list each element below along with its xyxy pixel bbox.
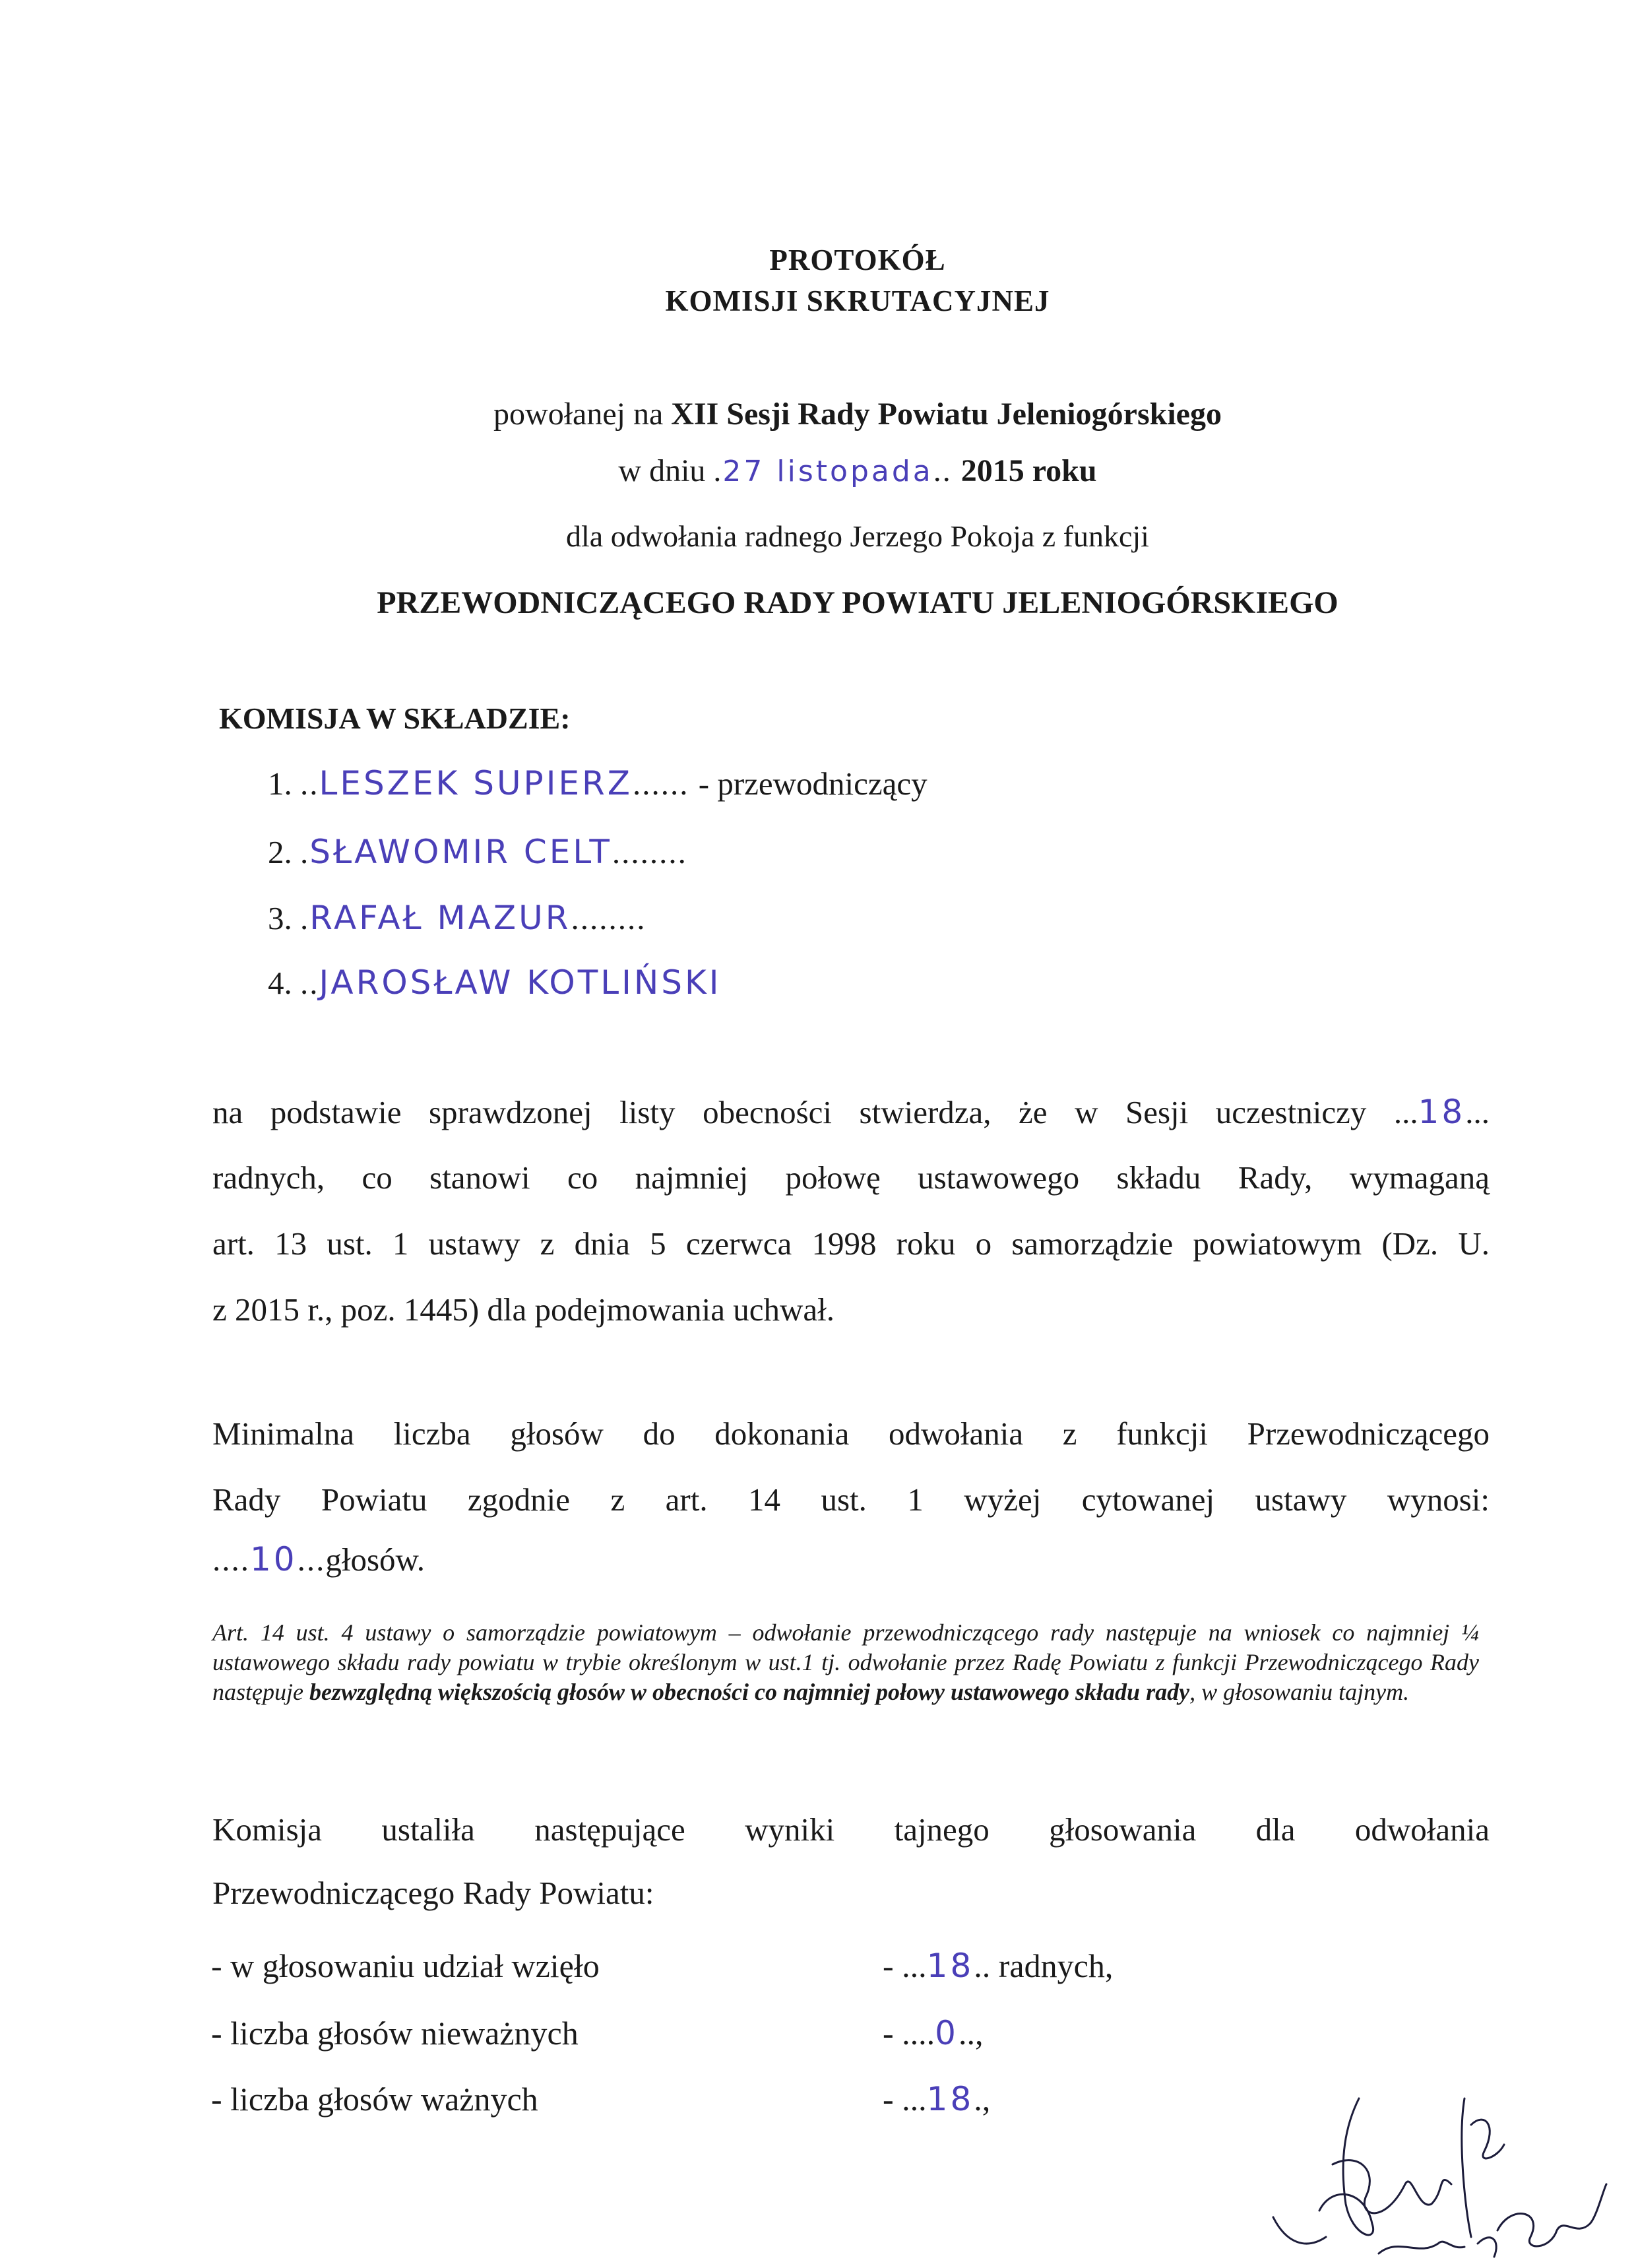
vote-value-invalid: - ....0.., [883, 2014, 984, 2052]
committee-heading: KOMISJA W SKŁADZIE: [219, 701, 571, 735]
committee-member-4: 4. ..JAROSŁAW KOTLIŃSKI [268, 963, 722, 1002]
participants-suffix: radnych, [990, 1947, 1114, 1984]
note-text-end: , w głosowaniu tajnym. [1189, 1679, 1410, 1705]
legal-note [212, 1618, 1479, 1707]
min-votes: 10 [250, 1540, 298, 1578]
signature-stroke [1471, 2120, 1504, 2158]
session-name: XII Sesji Rady Powiatu Jeleniogórskiego [671, 397, 1222, 432]
vote-label-participants: - w głosowaniu udział wzięło [211, 1947, 600, 1984]
session-prefix: powołanej na [493, 397, 672, 432]
signature-stroke [1333, 2160, 1451, 2213]
invalid-suffix: , [974, 2015, 984, 2052]
member-number: 1. [268, 765, 292, 802]
date-prefix: w dniu [618, 453, 714, 488]
paragraph1-line2: radnych, co stanowi co najmniej połowę ustawowego składu Rady, wymaganą [212, 1159, 1490, 1196]
invalid-count: 0 [935, 2014, 959, 2052]
purpose-line: dla odwołania radnego Jerzego Pokoja z funkcji [566, 519, 1149, 553]
signature-stroke [1273, 2217, 1326, 2244]
committee-member-2: 2. .SŁAWOMIR CELT........ [268, 833, 687, 871]
valid-count: 18 [926, 2080, 974, 2118]
paragraph2-line2: Rady Powiatu zgodnie z art. 14 ust. 1 wyżej cytowanej ustawy wynosi: [212, 1481, 1490, 1518]
member-number: 4. [268, 965, 292, 1001]
document-subtitle: KOMISJI SKRUTACYJNEJ [665, 284, 1050, 317]
committee-member-1: 1. ..LESZEK SUPIERZ...... - przewodniczący [268, 764, 928, 802]
signature-stroke [1379, 2242, 1464, 2253]
member-number: 3. [268, 900, 292, 936]
session-line [0, 396, 1636, 432]
function-title: PRZEWODNICZĄCEGO RADY POWIATU JELENIOGÓRSKIEGO [377, 585, 1338, 620]
paragraph1-line3: art. 13 ust. 1 ustawy z dnia 5 czerwca 1998 roku o samorządzie powiatowym (Dz. U. [212, 1225, 1490, 1262]
note-text: Art. 14 ust. 4 ustawy o samorządzie powiatowym – odwołanie przewodniczącego rady następuje na wniosek co najmniej ¼ ustawowego składu rady powiatu w trybie określonym w ust.1 tj. odwołanie przez Radę Powiatu z funkcji Przewodniczącego Rady następuje [212, 1619, 1479, 1705]
handwritten-date: 27 listopada [722, 455, 933, 488]
member-name: RAFAŁ MAZUR [309, 899, 571, 937]
signature-stroke [1478, 2238, 1496, 2257]
results-intro-line2: Przewodniczącego Rady Powiatu: [212, 1875, 654, 1911]
vote-label-valid: - liczba głosów ważnych [211, 2081, 538, 2118]
participants-count: 18 [926, 1947, 974, 1985]
member-name: LESZEK SUPIERZ [319, 764, 633, 802]
paragraph1-line4: z 2015 r., poz. 1445) dla podejmowania uchwał. [212, 1291, 835, 1328]
attendance-text: na podstawie sprawdzonej listy obecności stwierdza, że w Sesji uczestniczy [212, 1094, 1367, 1130]
attendance-line: na podstawie sprawdzonej listy obecności stwierdza, że w Sesji uczestniczy ...18... [212, 1093, 1490, 1131]
member-number: 2. [268, 834, 292, 870]
member-role: - przewodniczący [698, 765, 928, 802]
valid-suffix: , [982, 2081, 991, 2118]
vote-value-participants: - ...18.. radnych, [883, 1947, 1114, 1985]
results-intro-line1: Komisja ustaliła następujące wyniki tajnego głosowania dla odwołania [212, 1811, 1490, 1848]
min-votes-suffix: głosów. [325, 1541, 425, 1578]
document-title: PROTOKÓŁ [769, 243, 946, 276]
vote-value-valid: - ...18., [883, 2080, 991, 2118]
handwritten-signatures [1247, 2072, 1616, 2263]
date-year: 2015 roku [960, 453, 1097, 488]
signature-stroke [1462, 2098, 1471, 2237]
note-bold: bezwzględną większością głosów w obecności co najmniej połowy ustawowego składu rady [309, 1679, 1190, 1705]
date-line: w dniu .27 listopada.. 2015 roku [618, 453, 1097, 488]
signature-stroke [1497, 2184, 1606, 2246]
committee-member-3: 3. .RAFAŁ MAZUR........ [268, 899, 646, 937]
paragraph2-line1: Minimalna liczba głosów do dokonania odwołania z funkcji Przewodniczącego [212, 1415, 1490, 1452]
member-name: SŁAWOMIR CELT [309, 833, 612, 871]
vote-label-invalid: - liczba głosów nieważnych [211, 2015, 579, 2052]
attendance-count: 18 [1418, 1093, 1466, 1131]
member-name: JAROSŁAW KOTLIŃSKI [319, 963, 722, 1002]
min-votes-line: ....10...głosów. [212, 1540, 425, 1578]
